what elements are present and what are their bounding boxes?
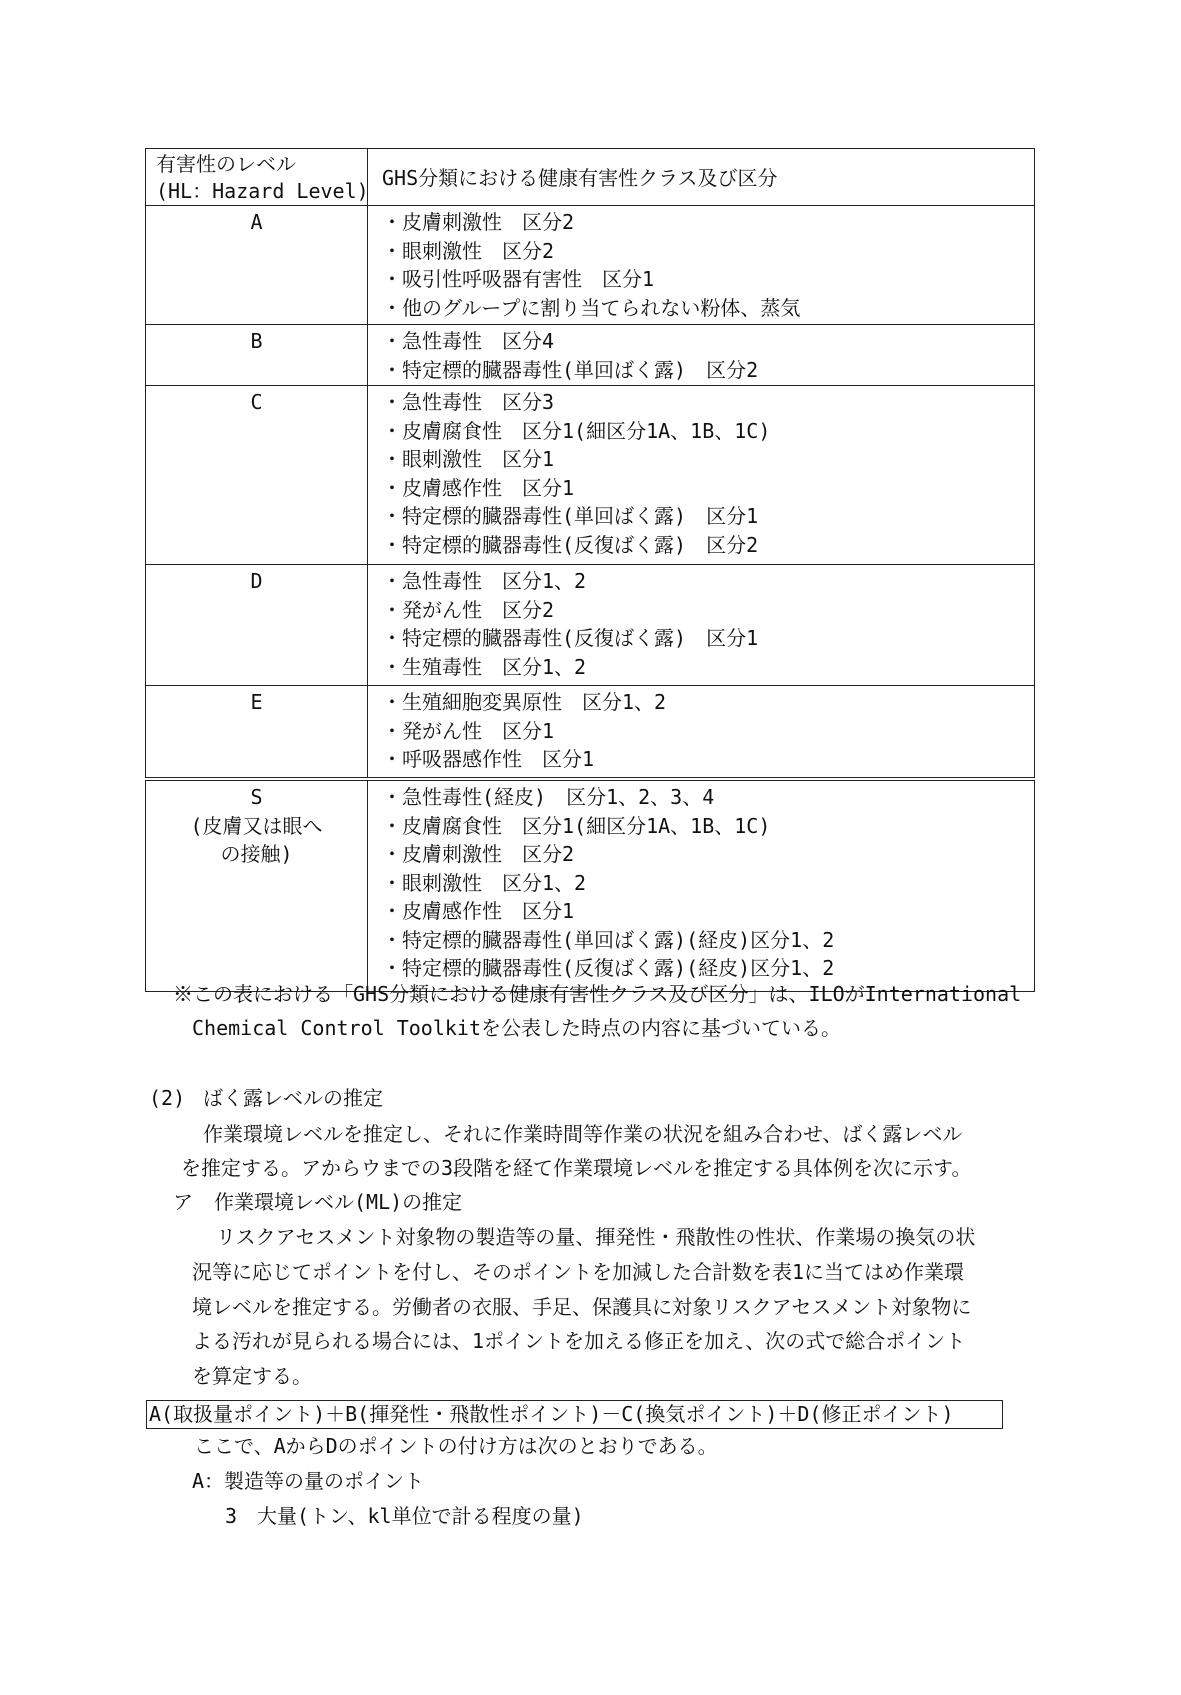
- para-line: 況等に応じてポイントを付し、そのポイントを加減した合計数を表1に当てはめ作業環: [192, 1260, 965, 1284]
- header-level-line2: (HL：Hazard Level): [156, 179, 369, 203]
- after-formula-text: ここで、AからDのポイントの付け方は次のとおりである。: [194, 1434, 718, 1458]
- hazard-level-cell: [146, 386, 368, 565]
- table-row: [146, 386, 1035, 565]
- section-title: ばく露レベルの推定: [203, 1086, 383, 1110]
- subsection-title: 作業環境レベル(ML)の推定: [214, 1190, 463, 1214]
- a-heading: A：製造等の量のポイント: [192, 1469, 425, 1493]
- hazard-class-item: ・急性毒性 区分3: [382, 390, 555, 414]
- hazard-class-item: ・生殖細胞変異原性 区分1、2: [382, 690, 667, 714]
- hazard-class-item: ・特定標的臓器毒性(単回ばく露)(経皮)区分1、2: [382, 927, 835, 952]
- hazard-classes-cell: [368, 206, 1035, 325]
- hazard-class-item: ・特定標的臓器毒性(単回ばく露) 区分1: [382, 504, 759, 528]
- hazard-classes-cell: [368, 686, 1035, 780]
- hazard-level-cell: [146, 565, 368, 686]
- hazard-classes-cell: [368, 565, 1035, 686]
- hazard-level-cell: [146, 686, 368, 780]
- intro-line1: 作業環境レベルを推定し、それに作業時間等作業の状況を組み合わせ、ばく露レベル: [203, 1122, 963, 1146]
- para-line: リスクアセスメント対象物の製造等の量、揮発性・飛散性の性状、作業場の換気の状: [216, 1225, 976, 1249]
- hazard-classes-cell: [368, 386, 1035, 565]
- hazard-class-item: ・特定標的臓器毒性(反復ばく露)(経皮)区分1、2: [382, 956, 835, 980]
- intro-line2: を推定する。アからウまでの3段階を経て作業環境レベルを推定する具体例を次に示す。: [181, 1156, 972, 1180]
- table-row: [146, 565, 1035, 686]
- hazard-class-item: ・特定標的臓器毒性(反復ばく露) 区分2: [382, 532, 759, 557]
- hazard-level-label: C: [250, 390, 263, 414]
- hazard-level-label: (皮膚又は眼へ: [190, 813, 323, 838]
- hazard-class-item: ・眼刺激性 区分1: [382, 447, 555, 471]
- hazard-class-item: ・急性毒性 区分1、2: [382, 569, 587, 593]
- hazard-class-item: ・皮膚刺激性 区分2: [382, 842, 575, 866]
- hazard-level-label: D: [250, 569, 263, 593]
- hazard-class-item: ・特定標的臓器毒性(反復ばく露) 区分1: [382, 626, 759, 650]
- hazard-level-label: B: [250, 329, 263, 353]
- subsection-marker: ア: [173, 1190, 193, 1214]
- hazard-class-item: ・生殖毒性 区分1、2: [382, 654, 587, 679]
- hazard-classes-cell: [368, 779, 1035, 992]
- hazard-class-item: ・他のグループに割り当てられない粉体、蒸気: [382, 295, 801, 320]
- hazard-level-label: E: [250, 690, 263, 714]
- note-line2: Chemical Control Toolkitを公表した時点の内容に基づいている。: [192, 1016, 841, 1040]
- a-item-1: 3 大量(トン、kl単位で計る程度の量): [225, 1504, 584, 1528]
- header-classes: GHS分類における健康有害性クラス及び区分: [368, 149, 1035, 206]
- table-row: [146, 325, 1035, 386]
- section-number: (2): [149, 1086, 186, 1110]
- hazard-class-item: ・眼刺激性 区分1、2: [382, 870, 587, 895]
- hazard-class-item: ・急性毒性(経皮) 区分1、2、3、4: [382, 785, 715, 809]
- para-line: 境レベルを推定する。労働者の衣服、手足、保護具に対象リスクアセスメント対象物に: [192, 1295, 972, 1319]
- hazard-level-label: S: [250, 785, 263, 809]
- hazard-level-table: [145, 148, 1035, 992]
- hazard-level-cell: [146, 325, 368, 386]
- hazard-class-item: ・皮膚腐食性 区分1(細区分1A、1B、1C): [382, 418, 771, 443]
- hazard-class-item: ・急性毒性 区分4: [382, 329, 555, 353]
- table-row: [146, 206, 1035, 325]
- hazard-class-item: ・呼吸器感作性 区分1: [382, 747, 595, 771]
- hazard-level-cell: [146, 206, 368, 325]
- table-row: [146, 686, 1035, 780]
- hazard-class-item: ・皮膚腐食性 区分1(細区分1A、1B、1C): [382, 813, 771, 838]
- hazard-class-item: ・発がん性 区分2: [382, 597, 555, 622]
- table-row: [146, 779, 1035, 992]
- hazard-class-item: ・発がん性 区分1: [382, 718, 555, 743]
- para-line: を算定する。: [192, 1364, 312, 1388]
- hazard-level-label: の接触): [220, 842, 293, 866]
- hazard-class-item: ・皮膚刺激性 区分2: [382, 210, 575, 234]
- hazard-class-item: ・皮膚感作性 区分1: [382, 475, 575, 500]
- hazard-class-item: ・吸引性呼吸器有害性 区分1: [382, 267, 655, 291]
- note-line1: ※この表における「GHS分類における健康有害性クラス及び区分」は、ILOがInternational: [173, 982, 1022, 1006]
- para-line: よる汚れが見られる場合には、1ポイントを加える修正を加え、次の式で総合ポイント: [192, 1329, 966, 1353]
- header-level: [146, 149, 368, 206]
- hazard-level-cell: [146, 779, 368, 992]
- table-header-row: [146, 149, 1035, 206]
- header-level-line1: 有害性のレベル: [156, 152, 296, 176]
- hazard-level-label: A: [250, 210, 263, 234]
- hazard-class-item: ・眼刺激性 区分2: [382, 238, 555, 263]
- formula-box: A(取扱量ポイント)＋B(揮発性・飛散性ポイント)－C(換気ポイント)＋D(修正ポイント): [146, 1400, 1003, 1429]
- hazard-class-item: ・皮膚感作性 区分1: [382, 899, 575, 923]
- hazard-classes-cell: [368, 325, 1035, 386]
- hazard-class-item: ・特定標的臓器毒性(単回ばく露) 区分2: [382, 357, 759, 382]
